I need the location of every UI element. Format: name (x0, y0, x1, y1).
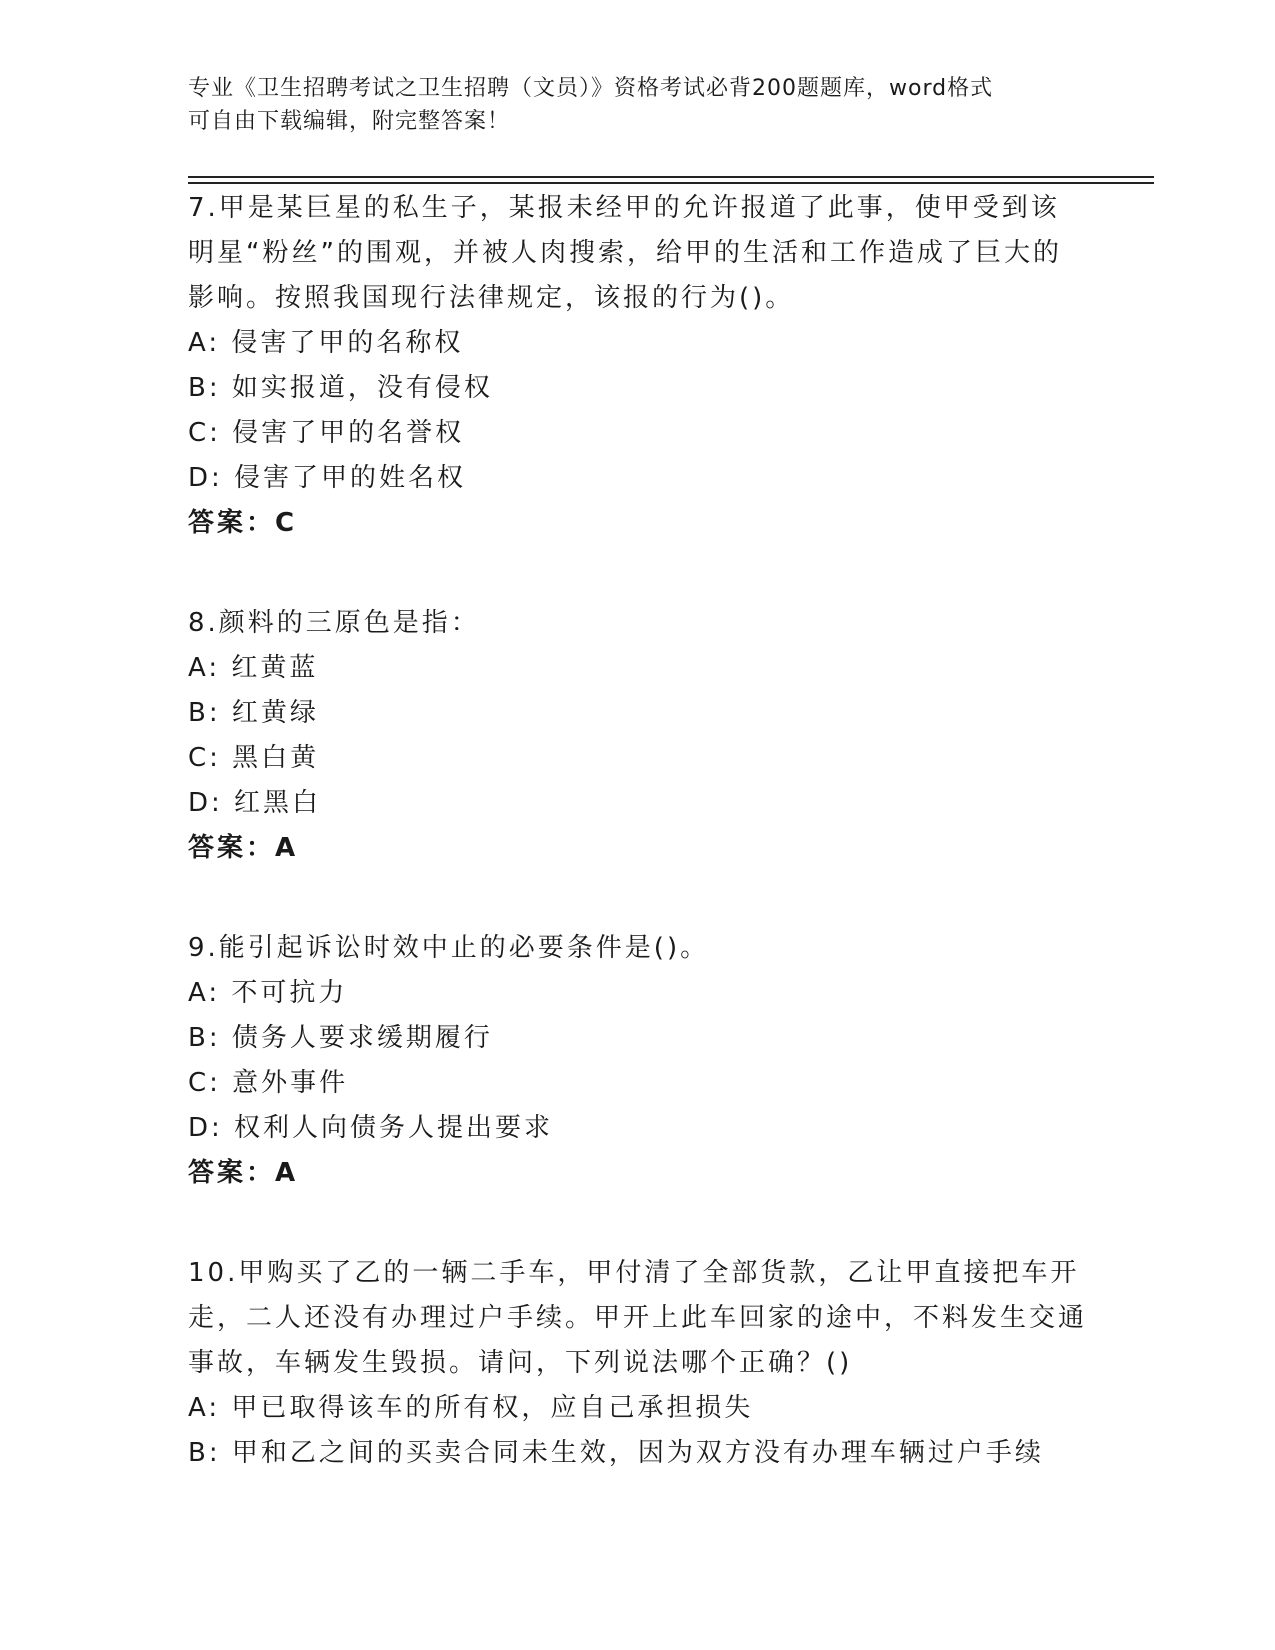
header-rule-bottom (188, 182, 1154, 184)
option-c: C: 侵害了甲的名誉权 (188, 418, 465, 448)
answer: 答案：A (188, 1158, 299, 1188)
header-line-1: 专业《卫生招聘考试之卫生招聘（文员）》资格考试必背200题题库，word格式 (188, 76, 994, 101)
document-header (188, 72, 1068, 138)
option-d: D: 权利人向债务人提出要求 (188, 1113, 554, 1143)
question-10 (188, 1251, 1088, 1476)
option-b: B: 红黄绿 (188, 698, 319, 728)
option-d: D: 红黑白 (188, 788, 322, 818)
option-a: A: 侵害了甲的名称权 (188, 328, 464, 358)
option-b: B: 甲和乙之间的买卖合同未生效，因为双方没有办理车辆过户手续 (188, 1438, 1044, 1468)
header-rule-top (188, 176, 1154, 178)
question-7 (188, 186, 1088, 546)
option-c: C: 意外事件 (188, 1068, 349, 1098)
question-9 (188, 926, 1088, 1196)
option-a: A: 不可抗力 (188, 978, 348, 1008)
question-list (188, 186, 1088, 1476)
answer: 答案：A (188, 833, 299, 863)
question-stem: 10.甲购买了乙的一辆二手车，甲付清了全部货款，乙让甲直接把车开走，二人还没有办理过户手续。甲开上此车回家的途中，不料发生交通事故，车辆发生毁损。请问，下列说法哪个正确？() (188, 1258, 1088, 1378)
answer: 答案：C (188, 508, 298, 538)
option-b: B: 如实报道，没有侵权 (188, 373, 493, 403)
header-line-2: 可自由下载编辑，附完整答案！ (188, 109, 511, 134)
question-stem: 7.甲是某巨星的私生子，某报未经甲的允许报道了此事，使甲受到该明星“粉丝”的围观，并被人肉搜索，给甲的生活和工作造成了巨大的影响。按照我国现行法律规定，该报的行为()。 (188, 193, 1062, 313)
option-a: A: 红黄蓝 (188, 653, 319, 683)
question-stem: 9.能引起诉讼时效中止的必要条件是()。 (188, 933, 710, 963)
option-d: D: 侵害了甲的姓名权 (188, 463, 467, 493)
question-8 (188, 601, 1088, 871)
option-c: C: 黑白黄 (188, 743, 320, 773)
option-a: A: 甲已取得该车的所有权，应自己承担损失 (188, 1393, 754, 1423)
option-b: B: 债务人要求缓期履行 (188, 1023, 493, 1053)
question-stem: 8.颜料的三原色是指： (188, 608, 480, 638)
